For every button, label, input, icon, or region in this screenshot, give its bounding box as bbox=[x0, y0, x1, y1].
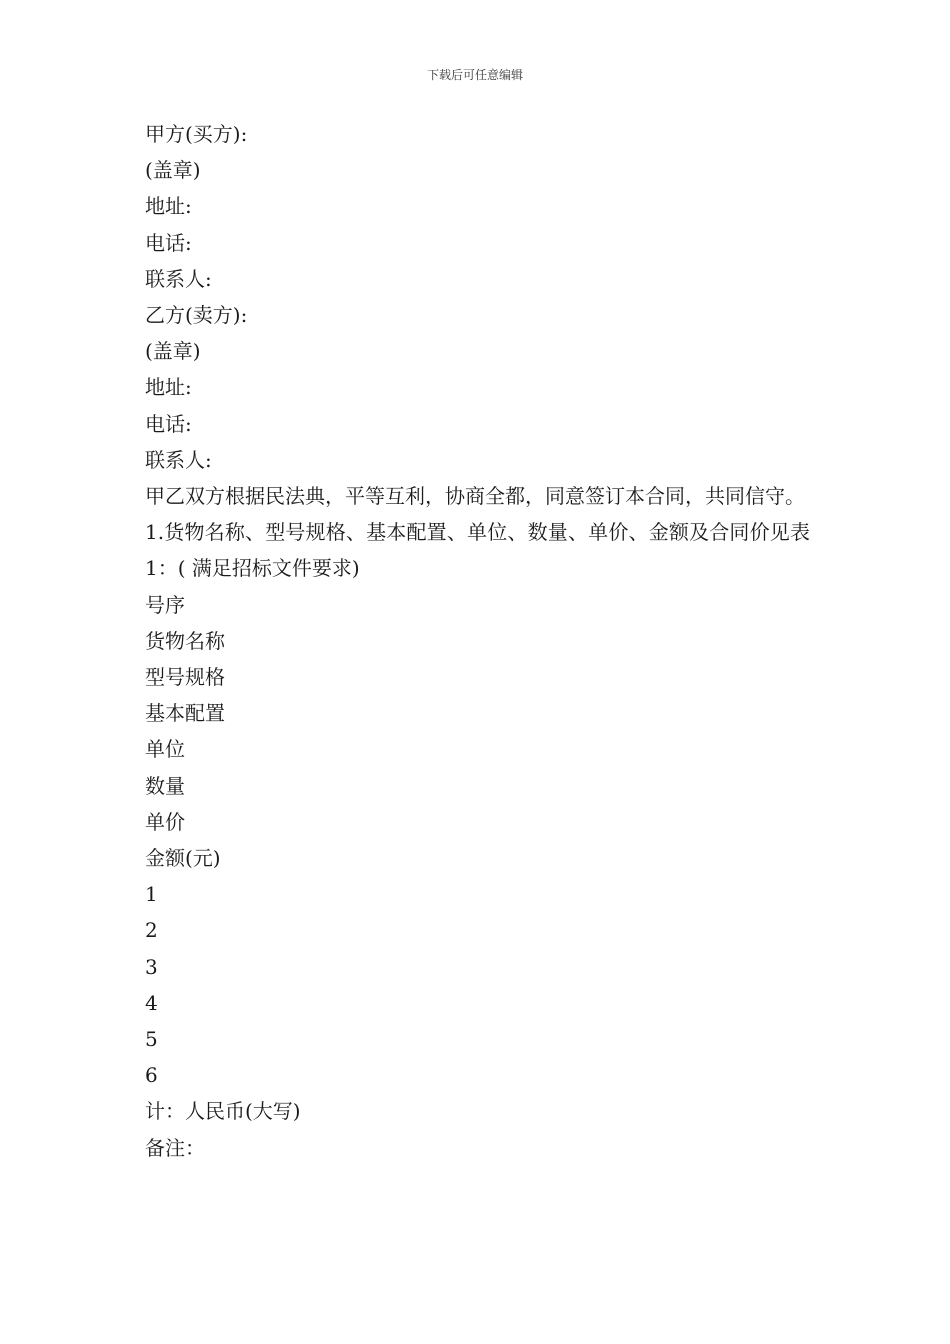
seller-contact: 联系人: bbox=[145, 447, 212, 472]
seller-seal: (盖章) bbox=[145, 339, 201, 364]
table-row-number: 1 bbox=[145, 882, 158, 907]
seller-heading: 乙方(卖方): bbox=[145, 303, 248, 328]
buyer-phone: 电话: bbox=[145, 230, 192, 255]
buyer-heading: 甲方(买方): bbox=[145, 122, 248, 146]
buyer-address: 地址: bbox=[145, 194, 192, 219]
table-row-number: 6 bbox=[145, 1063, 158, 1088]
buyer-seal: (盖章) bbox=[145, 158, 201, 183]
seller-phone: 电话: bbox=[145, 411, 192, 436]
intro-paragraph: 甲乙双方根据民法典，平等互利，协商全都，同意签订本合同，共同信守。 bbox=[145, 484, 805, 509]
seller-address: 地址: bbox=[145, 375, 192, 400]
table-row-number: 4 bbox=[145, 990, 158, 1015]
table-row-number: 2 bbox=[145, 918, 158, 943]
clause-1: 1.货物名称、型号规格、基本配置、单位、数量、单价、金额及合同价见表 1：( 满足招标文件要求) bbox=[145, 520, 810, 581]
table-header-goods-name: 货物名称 bbox=[145, 628, 225, 653]
table-header-serial: 号序 bbox=[145, 592, 185, 617]
table-header-basic-config: 基本配置 bbox=[145, 701, 225, 726]
table-header-unit: 单位 bbox=[145, 737, 185, 762]
buyer-contact: 联系人: bbox=[145, 266, 212, 291]
table-row-number: 5 bbox=[145, 1027, 158, 1052]
table-header-amount: 金额(元) bbox=[145, 846, 221, 871]
document-body bbox=[145, 116, 810, 1166]
total-amount-line: 计：人民币(大写) bbox=[145, 1099, 301, 1124]
remarks-line: 备注： bbox=[145, 1135, 205, 1160]
table-header-unit-price: 单价 bbox=[145, 809, 185, 834]
table-header-quantity: 数量 bbox=[145, 773, 185, 798]
table-row-number: 3 bbox=[145, 954, 158, 979]
page-header-note: 下载后可任意编辑 bbox=[426, 68, 523, 82]
table-header-model-spec: 型号规格 bbox=[145, 665, 225, 690]
